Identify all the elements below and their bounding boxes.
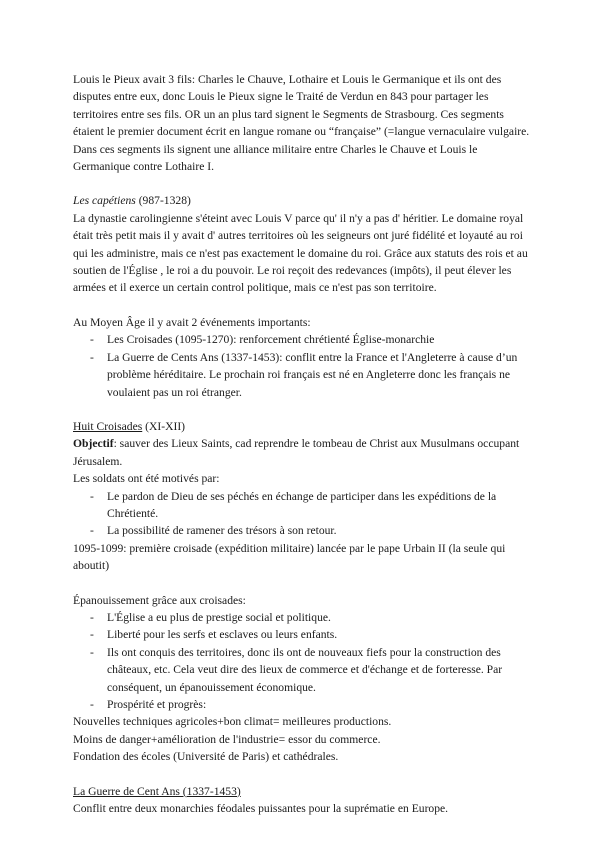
list-item: - La Guerre de Cents Ans (1337-1453): conflit entre la France et l'Angleterre à cause d’un problème héréditaire. Le prochain roi français est né en Angleterre donc les français ne voulaient pas un roi étranger. bbox=[73, 349, 533, 401]
epanouissement-line: Moins de danger+amélioration de l'industrie= essor du commerce. bbox=[73, 732, 381, 746]
epanouissement-list bbox=[73, 609, 533, 713]
list-item: - Liberté pour les serfs et esclaves ou leurs enfants. bbox=[73, 626, 533, 643]
moyen-age-intro: Au Moyen Âge il y avait 2 événements importants: bbox=[73, 315, 311, 329]
guerre-heading: La Guerre de Cent Ans (1337-1453) bbox=[73, 784, 241, 798]
objectif-line bbox=[73, 435, 533, 470]
capetiens-heading bbox=[73, 192, 533, 209]
list-item: - Ils ont conquis des territoires, donc ils ont de nouveaux fiefs pour la construction des châteaux, etc. Cela veut dire des lieux de commerce et d'échange et de forteresse. Par conséquent, un épanouissement économique. bbox=[73, 644, 533, 696]
soldats-list bbox=[73, 488, 533, 540]
epanouissement-line: Nouvelles techniques agricoles+bon climat= meilleures productions. bbox=[73, 715, 392, 729]
list-item: - Prospérité et progrès: bbox=[73, 696, 533, 713]
objectif-text: : sauver des Lieux Saints, cad reprendre le tombeau de Christ aux Musulmans occupant Jérusalem. bbox=[73, 437, 520, 468]
list-item: - Le pardon de Dieu de ses péchés en échange de participer dans les expéditions de la Chrétienté. bbox=[73, 488, 533, 523]
list-item: - L'Église a eu plus de prestige social et politique. bbox=[73, 609, 533, 626]
intro-paragraph: Louis le Pieux avait 3 fils: Charles le Chauve, Lothaire et Louis le Germanique et ils ont des disputes entre eux, donc Louis le Pieux signe le Traité de Verdun en 843 pour partager les territoires entre ses fils. OR un an plus tard signent le Segments de Strasbourg. Ces segments étaient le premier document écrit en langue romane ou “française” (=langue vernaculaire vulgaire. Dans ces segments ils signent une alliance militaire entre Charles le Chauve et Louis le Germanique contre Lothaire I. bbox=[73, 73, 530, 174]
epanouissement-intro: Épanouissement grâce aux croisades: bbox=[73, 593, 246, 607]
guerre-paragraph: Conflit entre deux monarchies féodales puissantes pour la suprématie en Europe. bbox=[73, 802, 449, 816]
croisades-dates: (XI-XII) bbox=[142, 419, 186, 433]
soldats-intro: Les soldats ont été motivés par: bbox=[73, 472, 220, 486]
capetiens-dates: (987-1328) bbox=[135, 194, 191, 208]
document-body bbox=[73, 71, 533, 817]
premiere-croisade: 1095-1099: première croisade (expédition militaire) lancée par le pape Urbain II (la seule qui aboutit) bbox=[73, 541, 506, 573]
croisades-heading bbox=[73, 418, 533, 435]
list-item: - Les Croisades (1095-1270): renforcement chrétienté Église-monarchie bbox=[73, 331, 533, 348]
moyen-age-list bbox=[73, 331, 533, 401]
capetiens-title: Les capétiens bbox=[73, 194, 136, 208]
objectif-label: Objectif bbox=[73, 437, 114, 451]
epanouissement-line: Fondation des écoles (Université de Paris) et cathédrales. bbox=[73, 750, 339, 764]
capetiens-paragraph: La dynastie carolingienne s'éteint avec Louis V parce qu' il n'y a pas d' héritier. Le domaine royal était très petit mais il y avait d' autres territoires où les seigneurs ont juré fidélité et loyauté au roi qui les administre, mais ce n'est pas exactement le domaine du roi. Grâce aux statuts des rois et au soutien de l'Église , le roi a du pouvoir. Le roi reçoit des redevances (impôts), il peut élever les armées et il exerce un certain control politique, mais ce n'est pas son territoire. bbox=[73, 211, 528, 295]
croisades-title: Huit Croisades bbox=[73, 419, 143, 433]
list-item: - La possibilité de ramener des trésors à son retour. bbox=[73, 522, 533, 539]
